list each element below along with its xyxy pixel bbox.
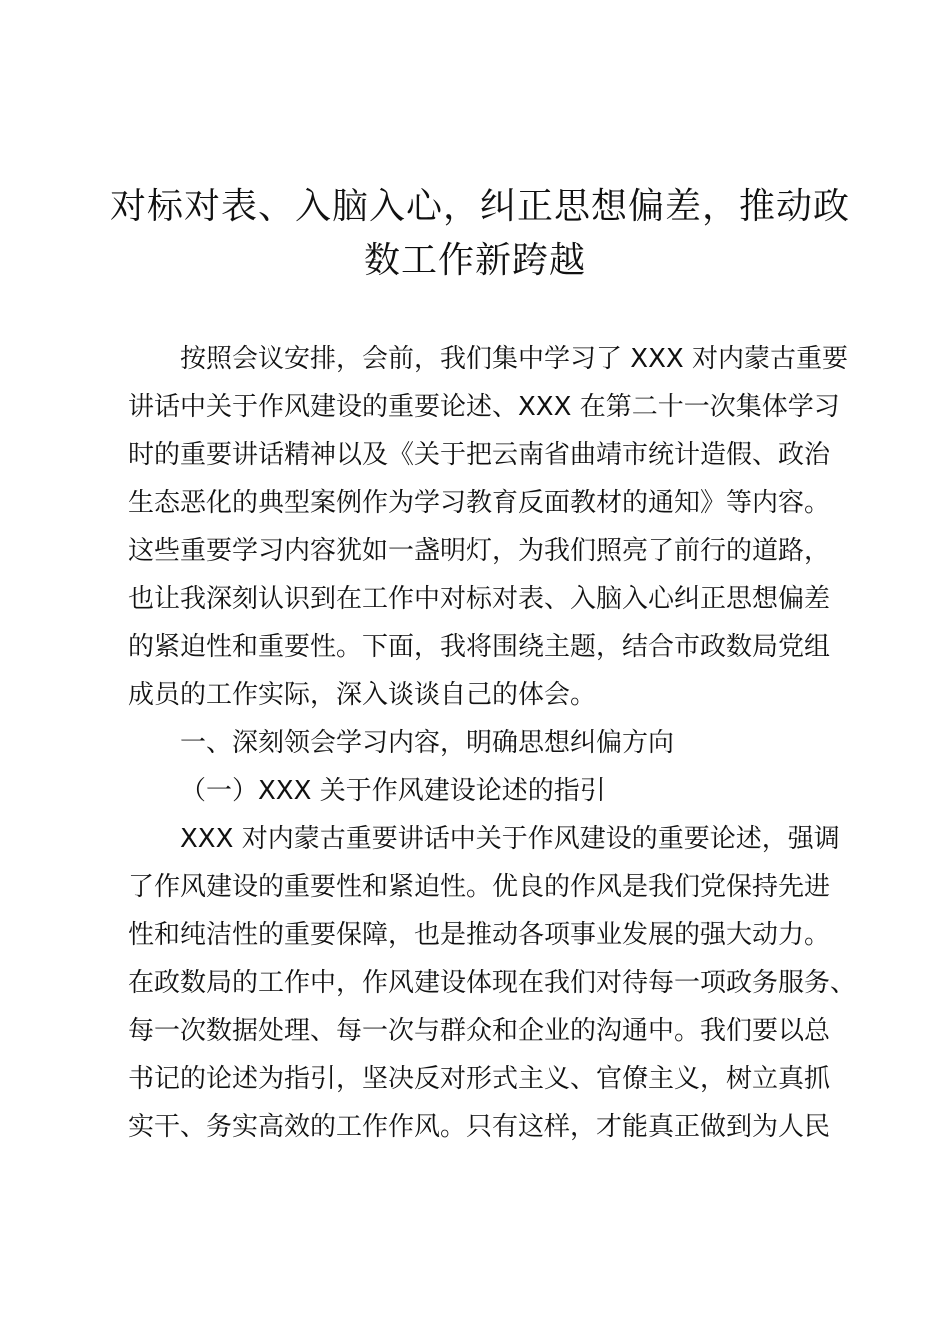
paragraph-line: 实干、务实高效的工作作风。只有这样，才能真正做到为人民 bbox=[128, 1112, 831, 1142]
title-line-2: 数工作新跨越 bbox=[363, 240, 586, 281]
paragraph-line: 成员的工作实际，深入谈谈自己的体会。 bbox=[128, 680, 597, 710]
paragraph-intro bbox=[128, 335, 850, 719]
document-title bbox=[110, 180, 851, 288]
paragraph-line: 讲话中关于作风建设的重要论述、XXX 在第二十一次集体学习 bbox=[128, 392, 840, 422]
paragraph-line: 也让我深刻认识到在工作中对标对表、入脑入心纠正思想偏差 bbox=[128, 584, 831, 614]
subsection-heading: （一）XXX 关于作风建设论述的指引 bbox=[180, 776, 606, 806]
document-body bbox=[128, 335, 857, 1151]
paragraph-line: 在政数局的工作中，作风建设体现在我们对待每一项政务服务、 bbox=[128, 968, 857, 998]
paragraph-line: 了作风建设的重要性和紧迫性。优良的作风是我们党保持先进 bbox=[128, 872, 831, 902]
paragraph-line: 按照会议安排，会前，我们集中学习了 XXX 对内蒙古重要 bbox=[180, 344, 848, 374]
paragraph-style-guidance bbox=[128, 815, 857, 1151]
paragraph-line: 书记的论述为指引，坚决反对形式主义、官僚主义，树立真抓 bbox=[128, 1064, 831, 1094]
title-line-1: 对标对表、入脑入心，纠正思想偏差，推动政 bbox=[110, 186, 851, 227]
paragraph-line: 的紧迫性和重要性。下面，我将围绕主题，结合市政数局党组 bbox=[128, 632, 831, 662]
section-heading: 一、深刻领会学习内容，明确思想纠偏方向 bbox=[180, 728, 675, 758]
paragraph-line: 时的重要讲话精神以及《关于把云南省曲靖市统计造假、政治 bbox=[128, 440, 831, 470]
paragraph-line: XXX 对内蒙古重要讲话中关于作风建设的重要论述，强调 bbox=[180, 824, 840, 854]
paragraph-line: 这些重要学习内容犹如一盏明灯，为我们照亮了前行的道路， bbox=[128, 536, 831, 566]
paragraph-line: 性和纯洁性的重要保障，也是推动各项事业发展的强大动力。 bbox=[128, 920, 831, 950]
paragraph-line: 每一次数据处理、每一次与群众和企业的沟通中。我们要以总 bbox=[128, 1016, 831, 1046]
paragraph-line: 生态恶化的典型案例作为学习教育反面教材的通知》等内容。 bbox=[128, 488, 831, 518]
